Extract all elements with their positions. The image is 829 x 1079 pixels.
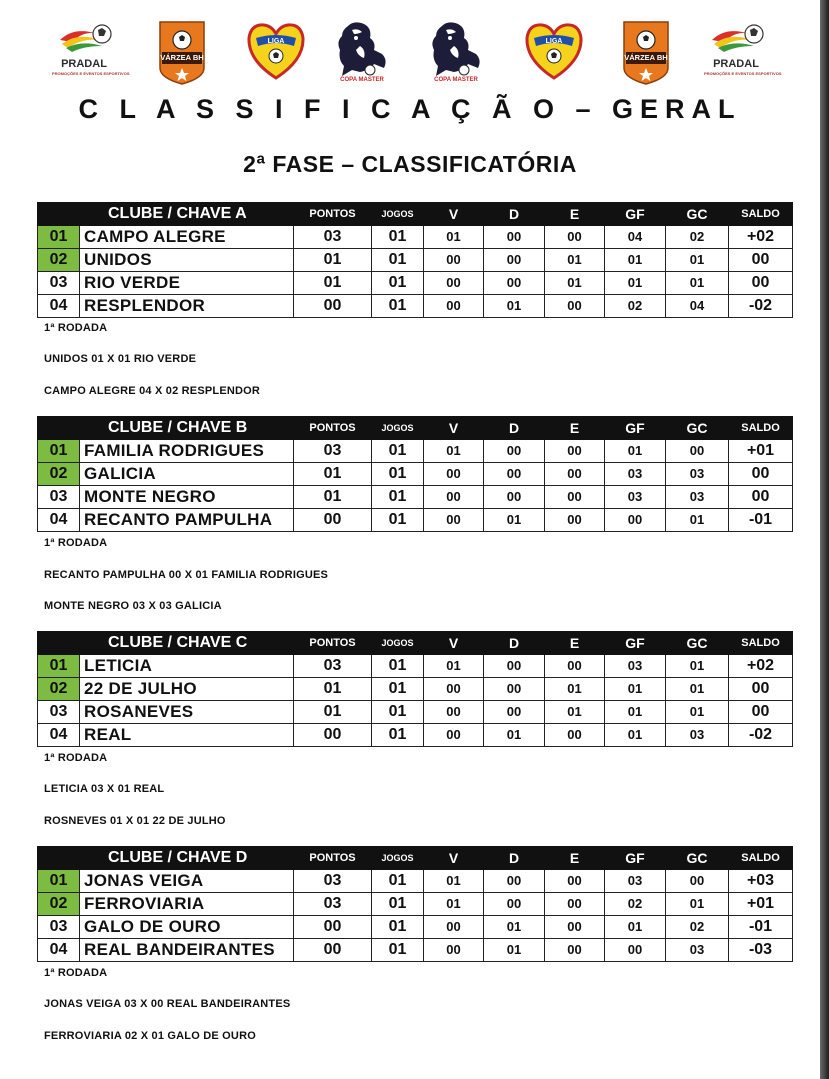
col-header-gc: GC	[666, 417, 729, 440]
col-header-gf: GF	[605, 632, 666, 655]
games-cell: 01	[372, 701, 424, 724]
col-header-e: E	[545, 203, 605, 226]
col-header-jogos: JOGOS	[372, 847, 424, 870]
draws-cell: 01	[545, 249, 605, 272]
draws-cell: 00	[545, 509, 605, 532]
goal-diff-cell: +03	[729, 870, 793, 893]
table-row	[38, 486, 793, 509]
standings-table-d	[37, 846, 793, 962]
losses-cell: 00	[484, 272, 545, 295]
draws-cell: 00	[545, 870, 605, 893]
losses-cell: 00	[484, 870, 545, 893]
liga-logo	[522, 20, 586, 86]
goals-against-cell: 03	[666, 939, 729, 962]
goals-for-cell: 02	[605, 893, 666, 916]
draws-cell: 00	[545, 893, 605, 916]
points-cell: 00	[294, 295, 372, 318]
col-header-e: E	[545, 847, 605, 870]
table-row	[38, 701, 793, 724]
draws-cell: 00	[545, 724, 605, 747]
table-row	[38, 226, 793, 249]
col-header-d: D	[484, 203, 545, 226]
position-cell: 03	[38, 272, 80, 295]
col-header-pontos: PONTOS	[294, 847, 372, 870]
position-cell: 03	[38, 486, 80, 509]
draws-cell: 00	[545, 440, 605, 463]
points-cell: 03	[294, 870, 372, 893]
wins-cell: 01	[424, 870, 484, 893]
wins-cell: 00	[424, 509, 484, 532]
match-result: RECANTO PAMPULHA 00 X 01 FAMILIA RODRIGUES	[44, 569, 329, 581]
goals-against-cell: 01	[666, 249, 729, 272]
losses-cell: 01	[484, 916, 545, 939]
pradal-logo-sub: PROMOÇÕES E EVENTOS ESPORTIVOS	[52, 71, 130, 76]
col-header-e: E	[545, 417, 605, 440]
goals-against-cell: 01	[666, 701, 729, 724]
draws-cell: 00	[545, 463, 605, 486]
liga-logo-label: LIGA	[267, 38, 285, 45]
goals-for-cell: 00	[605, 509, 666, 532]
pradal-logo	[52, 20, 130, 86]
goals-for-cell: 01	[605, 724, 666, 747]
draws-cell: 00	[545, 295, 605, 318]
points-cell: 01	[294, 486, 372, 509]
col-header-v: V	[424, 417, 484, 440]
losses-cell: 01	[484, 509, 545, 532]
col-header-pontos: PONTOS	[294, 417, 372, 440]
games-cell: 01	[372, 724, 424, 747]
losses-cell: 00	[484, 678, 545, 701]
position-cell: 03	[38, 916, 80, 939]
losses-cell: 00	[484, 486, 545, 509]
col-header-gc: GC	[666, 847, 729, 870]
pradal-logo-label: PRADAL	[61, 58, 107, 70]
team-name-cell: RECANTO PAMPULHA	[80, 509, 294, 532]
goal-diff-cell: -02	[729, 724, 793, 747]
col-header-d: D	[484, 847, 545, 870]
group-header: CLUBE / CHAVE D	[38, 847, 294, 870]
group-header: CLUBE / CHAVE B	[38, 417, 294, 440]
team-name-cell: ROSANEVES	[80, 701, 294, 724]
col-header-saldo: SALDO	[729, 632, 793, 655]
team-name-cell: CAMPO ALEGRE	[80, 226, 294, 249]
draws-cell: 00	[545, 226, 605, 249]
games-cell: 01	[372, 678, 424, 701]
varzea-bh-logo	[150, 20, 214, 86]
position-cell: 03	[38, 701, 80, 724]
goal-diff-cell: 00	[729, 463, 793, 486]
page-subtitle: 2ª FASE – CLASSIFICATÓRIA	[243, 151, 577, 177]
match-result: FERROVIARIA 02 X 01 GALO DE OURO	[44, 1030, 256, 1042]
round-label: 1ª RODADA	[44, 752, 108, 764]
col-header-pontos: PONTOS	[294, 632, 372, 655]
goals-for-cell: 01	[605, 272, 666, 295]
points-cell: 01	[294, 701, 372, 724]
table-header-row	[38, 847, 793, 870]
goal-diff-cell: 00	[729, 701, 793, 724]
goals-against-cell: 00	[666, 870, 729, 893]
match-result: MONTE NEGRO 03 X 03 GALICIA	[44, 600, 222, 612]
goal-diff-cell: 00	[729, 678, 793, 701]
position-cell: 02	[38, 249, 80, 272]
goal-diff-cell: +02	[729, 655, 793, 678]
position-cell: 01	[38, 440, 80, 463]
liga-logo	[244, 20, 308, 86]
pradal-logo-sub: PROMOÇÕES E EVENTOS ESPORTIVOS	[704, 71, 782, 76]
table-row	[38, 870, 793, 893]
team-name-cell: RESPLENDOR	[80, 295, 294, 318]
wins-cell: 00	[424, 295, 484, 318]
round-label: 1ª RODADA	[44, 967, 108, 979]
col-header-v: V	[424, 847, 484, 870]
points-cell: 03	[294, 440, 372, 463]
table-header-row	[38, 203, 793, 226]
goals-against-cell: 00	[666, 440, 729, 463]
games-cell: 01	[372, 870, 424, 893]
games-cell: 01	[372, 249, 424, 272]
team-name-cell: RIO VERDE	[80, 272, 294, 295]
games-cell: 01	[372, 916, 424, 939]
varzea-bh-logo	[614, 20, 678, 86]
points-cell: 00	[294, 916, 372, 939]
points-cell: 01	[294, 678, 372, 701]
position-cell: 02	[38, 893, 80, 916]
goal-diff-cell: +01	[729, 893, 793, 916]
goals-for-cell: 01	[605, 440, 666, 463]
copa-master-logo	[424, 20, 488, 86]
goals-against-cell: 02	[666, 226, 729, 249]
goal-diff-cell: -01	[729, 916, 793, 939]
goals-for-cell: 01	[605, 678, 666, 701]
team-name-cell: REAL	[80, 724, 294, 747]
goal-diff-cell: -03	[729, 939, 793, 962]
wins-cell: 00	[424, 939, 484, 962]
goals-for-cell: 03	[605, 870, 666, 893]
table-row	[38, 893, 793, 916]
team-name-cell: MONTE NEGRO	[80, 486, 294, 509]
goals-against-cell: 03	[666, 486, 729, 509]
match-result: LETICIA 03 X 01 REAL	[44, 783, 165, 795]
wins-cell: 01	[424, 440, 484, 463]
goals-for-cell: 02	[605, 295, 666, 318]
goals-for-cell: 00	[605, 939, 666, 962]
standings-table-b	[37, 416, 793, 532]
table-row	[38, 939, 793, 962]
team-name-cell: FAMILIA RODRIGUES	[80, 440, 294, 463]
table-row	[38, 463, 793, 486]
points-cell: 03	[294, 893, 372, 916]
group-header: CLUBE / CHAVE A	[38, 203, 294, 226]
team-name-cell: REAL BANDEIRANTES	[80, 939, 294, 962]
losses-cell: 01	[484, 295, 545, 318]
games-cell: 01	[372, 509, 424, 532]
table-row	[38, 916, 793, 939]
match-result: CAMPO ALEGRE 04 X 02 RESPLENDOR	[44, 385, 261, 397]
col-header-d: D	[484, 632, 545, 655]
wins-cell: 01	[424, 893, 484, 916]
team-name-cell: GALICIA	[80, 463, 294, 486]
points-cell: 00	[294, 939, 372, 962]
table-row	[38, 655, 793, 678]
pradal-logo	[704, 20, 782, 86]
goals-against-cell: 01	[666, 509, 729, 532]
team-name-cell: GALO DE OURO	[80, 916, 294, 939]
games-cell: 01	[372, 272, 424, 295]
goals-for-cell: 01	[605, 249, 666, 272]
position-cell: 04	[38, 939, 80, 962]
col-header-jogos: JOGOS	[372, 632, 424, 655]
table-header-row	[38, 632, 793, 655]
wins-cell: 00	[424, 724, 484, 747]
goals-against-cell: 03	[666, 463, 729, 486]
points-cell: 01	[294, 463, 372, 486]
draws-cell: 01	[545, 272, 605, 295]
wins-cell: 00	[424, 678, 484, 701]
games-cell: 01	[372, 486, 424, 509]
goals-against-cell: 01	[666, 893, 729, 916]
position-cell: 01	[38, 226, 80, 249]
goals-for-cell: 01	[605, 916, 666, 939]
position-cell: 02	[38, 678, 80, 701]
col-header-jogos: JOGOS	[372, 417, 424, 440]
team-name-cell: FERROVIARIA	[80, 893, 294, 916]
losses-cell: 01	[484, 939, 545, 962]
draws-cell: 01	[545, 678, 605, 701]
games-cell: 01	[372, 939, 424, 962]
goals-against-cell: 01	[666, 655, 729, 678]
goals-against-cell: 02	[666, 916, 729, 939]
goals-for-cell: 04	[605, 226, 666, 249]
goals-against-cell: 03	[666, 724, 729, 747]
col-header-gf: GF	[605, 417, 666, 440]
table-row	[38, 249, 793, 272]
col-header-jogos: JOGOS	[372, 203, 424, 226]
losses-cell: 00	[484, 440, 545, 463]
goals-against-cell: 01	[666, 272, 729, 295]
goals-for-cell: 03	[605, 486, 666, 509]
points-cell: 03	[294, 226, 372, 249]
goal-diff-cell: 00	[729, 249, 793, 272]
points-cell: 01	[294, 249, 372, 272]
points-cell: 00	[294, 509, 372, 532]
goal-diff-cell: +02	[729, 226, 793, 249]
standings-table-c	[37, 631, 793, 747]
wins-cell: 00	[424, 463, 484, 486]
table-row	[38, 678, 793, 701]
group-header: CLUBE / CHAVE C	[38, 632, 294, 655]
losses-cell: 00	[484, 655, 545, 678]
team-name-cell: LETICIA	[80, 655, 294, 678]
position-cell: 04	[38, 295, 80, 318]
losses-cell: 01	[484, 724, 545, 747]
wins-cell: 00	[424, 249, 484, 272]
round-label: 1ª RODADA	[44, 537, 108, 549]
games-cell: 01	[372, 226, 424, 249]
col-header-gc: GC	[666, 632, 729, 655]
games-cell: 01	[372, 463, 424, 486]
goal-diff-cell: 00	[729, 272, 793, 295]
col-header-saldo: SALDO	[729, 417, 793, 440]
copa-master-logo-label: COPA MASTER	[434, 77, 478, 83]
pradal-logo-label: PRADAL	[713, 58, 759, 70]
goal-diff-cell: -02	[729, 295, 793, 318]
position-cell: 04	[38, 724, 80, 747]
draws-cell: 01	[545, 701, 605, 724]
wins-cell: 01	[424, 226, 484, 249]
col-header-v: V	[424, 632, 484, 655]
goals-against-cell: 01	[666, 678, 729, 701]
games-cell: 01	[372, 655, 424, 678]
points-cell: 03	[294, 655, 372, 678]
wins-cell: 00	[424, 701, 484, 724]
match-result: JONAS VEIGA 03 X 00 REAL BANDEIRANTES	[44, 998, 291, 1010]
col-header-d: D	[484, 417, 545, 440]
goals-for-cell: 03	[605, 463, 666, 486]
liga-logo-label: LIGA	[545, 38, 563, 45]
goals-against-cell: 04	[666, 295, 729, 318]
table-row	[38, 724, 793, 747]
draws-cell: 00	[545, 655, 605, 678]
page-edge	[820, 0, 829, 1079]
wins-cell: 00	[424, 916, 484, 939]
match-result: ROSNEVES 01 X 01 22 DE JULHO	[44, 815, 226, 827]
table-row	[38, 440, 793, 463]
position-cell: 04	[38, 509, 80, 532]
position-cell: 01	[38, 870, 80, 893]
team-name-cell: UNIDOS	[80, 249, 294, 272]
col-header-saldo: SALDO	[729, 203, 793, 226]
losses-cell: 00	[484, 701, 545, 724]
goal-diff-cell: 00	[729, 486, 793, 509]
position-cell: 02	[38, 463, 80, 486]
match-result: UNIDOS 01 X 01 RIO VERDE	[44, 353, 197, 365]
goal-diff-cell: +01	[729, 440, 793, 463]
goals-for-cell: 01	[605, 701, 666, 724]
losses-cell: 00	[484, 463, 545, 486]
table-row	[38, 272, 793, 295]
goal-diff-cell: -01	[729, 509, 793, 532]
col-header-gc: GC	[666, 203, 729, 226]
table-row	[38, 509, 793, 532]
round-label: 1ª RODADA	[44, 322, 108, 334]
games-cell: 01	[372, 295, 424, 318]
standings-table-a	[37, 202, 793, 318]
losses-cell: 00	[484, 893, 545, 916]
losses-cell: 00	[484, 249, 545, 272]
varzea-bh-logo-label: VÁRZEA BH	[160, 53, 204, 62]
logo-row	[52, 20, 782, 88]
team-name-cell: JONAS VEIGA	[80, 870, 294, 893]
col-header-pontos: PONTOS	[294, 203, 372, 226]
copa-master-logo	[330, 20, 394, 86]
col-header-gf: GF	[605, 847, 666, 870]
position-cell: 01	[38, 655, 80, 678]
wins-cell: 00	[424, 486, 484, 509]
wins-cell: 01	[424, 655, 484, 678]
col-header-v: V	[424, 203, 484, 226]
games-cell: 01	[372, 893, 424, 916]
wins-cell: 00	[424, 272, 484, 295]
col-header-gf: GF	[605, 203, 666, 226]
copa-master-logo-label: COPA MASTER	[340, 77, 384, 83]
draws-cell: 00	[545, 939, 605, 962]
draws-cell: 00	[545, 916, 605, 939]
table-row	[38, 295, 793, 318]
draws-cell: 00	[545, 486, 605, 509]
col-header-e: E	[545, 632, 605, 655]
team-name-cell: 22 DE JULHO	[80, 678, 294, 701]
points-cell: 01	[294, 272, 372, 295]
page-title: C L A S S I F I C A Ç Ã O – GERAL	[78, 94, 742, 124]
games-cell: 01	[372, 440, 424, 463]
losses-cell: 00	[484, 226, 545, 249]
table-header-row	[38, 417, 793, 440]
goals-for-cell: 03	[605, 655, 666, 678]
col-header-saldo: SALDO	[729, 847, 793, 870]
points-cell: 00	[294, 724, 372, 747]
varzea-bh-logo-label: VÁRZEA BH	[624, 53, 668, 62]
